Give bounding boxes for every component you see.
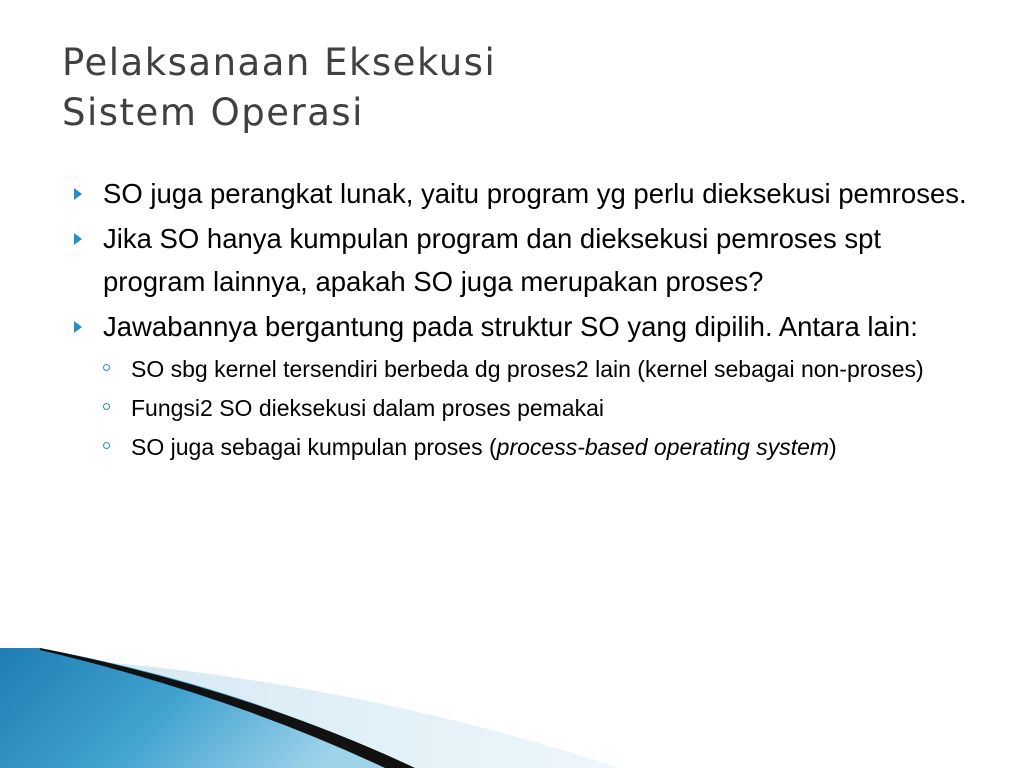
bullet-text: Jika SO hanya kumpulan program dan dieksekusi pemroses spt program lainnya, apakah SO juga merupakan proses? xyxy=(103,223,882,297)
slide-title-line-1: Pelaksanaan Eksekusi xyxy=(62,41,497,84)
sub-bullet-text: Fungsi2 SO dieksekusi dalam proses pemakai xyxy=(131,395,605,421)
sub-bullet-text-before: SO juga sebagai kumpulan proses ( xyxy=(131,434,497,460)
slide-title-line-2: Sistem Operasi xyxy=(62,91,364,134)
sub-bullet-text-after: ) xyxy=(829,434,837,460)
bullet-text: Jawabannya bergantung pada struktur SO yang dipilih. Antara lain: xyxy=(103,311,918,342)
sub-bullet-text: SO sbg kernel tersendiri berbeda dg proses2 lain (kernel sebagai non-proses) xyxy=(131,356,924,382)
bullet-text: SO juga perangkat lunak, yaitu program yg perlu dieksekusi pemroses. xyxy=(103,178,967,209)
sub-bullet-text-italic: process-based operating system xyxy=(496,434,830,460)
